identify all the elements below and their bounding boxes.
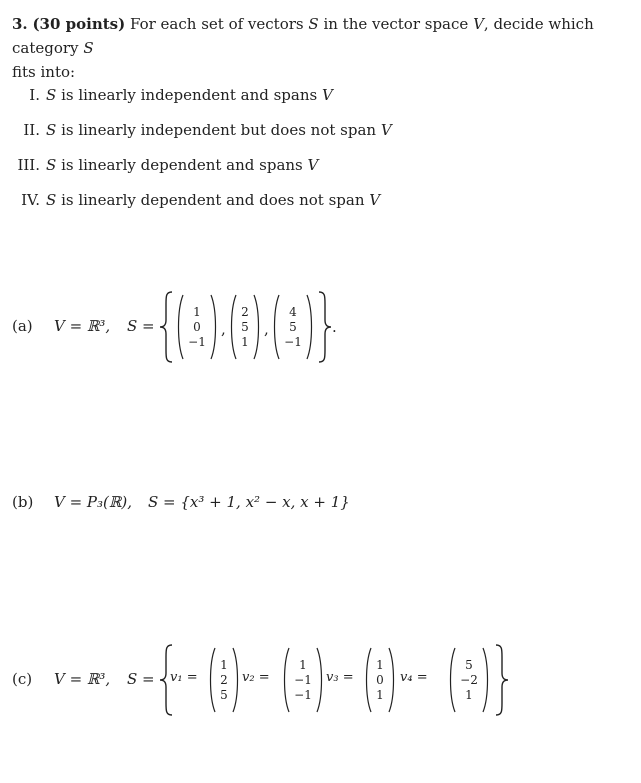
vector-entry: 2 [241,304,249,319]
vector-name: v₄ = [400,670,428,685]
symbol-v: V [307,156,319,174]
vector-entry: 1 [193,304,201,319]
left-paren-icon [272,294,280,360]
vector-name: v₁ = [170,670,198,685]
intro-text-2: in the vector space [323,15,469,33]
left-paren-icon [208,647,216,713]
left-paren-icon [229,294,237,360]
right-paren-icon [388,647,396,713]
right-paren-icon [482,647,490,713]
symbol-v: V [473,15,484,33]
vector-entry: 5 [289,319,297,334]
category-text: is linearly independent and spans [61,86,318,104]
symbol-s: S [83,39,94,57]
symbol-s: S [46,156,57,174]
symbol-s: S [46,121,57,139]
category-item [0,191,380,209]
symbol-v: V [380,121,392,139]
right-paren-icon [210,294,218,360]
part-a-vector-1 [176,294,218,360]
intro-text-3: , decide which category [12,15,594,57]
symbol-s: S [46,191,57,209]
intro-text-1: For each set of vectors [130,15,304,33]
vector-entry: 5 [465,657,473,672]
vector-entry: 0 [193,319,201,334]
vector-entry: −2 [460,672,478,687]
category-text: is linearly dependent and does not span [61,191,365,209]
symbol-v: V [369,191,381,209]
right-paren-icon [306,294,314,360]
right-paren-icon [316,647,324,713]
right-brace-icon [494,643,510,717]
right-brace-icon [317,290,333,364]
part-a-label: (a) [12,317,33,335]
vector-entry: −1 [294,672,312,687]
vector-entry: 1 [241,334,249,349]
period: . [332,318,337,336]
part-b-label: (b) [12,493,34,511]
category-numeral: IV. [21,191,40,209]
comma: , [264,320,269,338]
part-c-vector-3 [364,647,396,713]
category-text: is linearly dependent and spans [61,156,303,174]
symbol-v: V [321,86,333,104]
category-numeral: I. [29,86,40,104]
category-numeral: III. [17,156,40,174]
vector-entry: −1 [284,334,302,349]
part-a-set-prefix: S = [127,317,155,335]
left-paren-icon [282,647,290,713]
category-item [0,156,318,174]
symbol-s: S [46,86,57,104]
part-c-space: V = ℝ³, [54,670,111,688]
part-c-set-prefix: S = [127,670,155,688]
part-c-vector-2 [282,647,324,713]
category-item [0,86,333,104]
problem-number: 3. [12,15,28,33]
vector-name: v₃ = [326,670,354,685]
left-paren-icon [364,647,372,713]
category-numeral: II. [23,121,40,139]
part-c-vector-1 [208,647,240,713]
problem-points: (30 points) [32,15,126,33]
vector-entry: 0 [376,672,384,687]
intro-text-4: fits into: [12,63,76,81]
category-item [0,121,392,139]
vector-entry: 1 [376,657,384,672]
problem-statement [12,12,628,84]
vector-entry: 1 [220,657,228,672]
symbol-s: S [308,15,319,33]
part-a-space: V = ℝ³, [54,317,111,335]
left-brace-icon [158,290,174,364]
vector-entry: 1 [299,657,307,672]
part-c-vector-4 [448,647,490,713]
vector-name: v₂ = [242,670,270,685]
part-c-label: (c) [12,670,33,688]
vector-entry: 5 [220,687,228,702]
right-paren-icon [253,294,261,360]
left-paren-icon [448,647,456,713]
vector-entry: −1 [188,334,206,349]
comma: , [221,320,226,338]
vector-entry: 1 [376,687,384,702]
part-a-vector-2 [229,294,261,360]
vector-entry: 5 [241,319,249,334]
part-b-space: V = P₃(ℝ), [54,493,132,511]
vector-entry: 4 [289,304,297,319]
vector-entry: −1 [294,687,312,702]
right-paren-icon [232,647,240,713]
part-b-set: S = {x³ + 1, x² − x, x + 1} [148,493,350,511]
part-a-vector-3 [272,294,314,360]
category-text: is linearly independent but does not span [61,121,377,139]
vector-entry: 1 [465,687,473,702]
vector-entry: 2 [220,672,228,687]
left-paren-icon [176,294,184,360]
